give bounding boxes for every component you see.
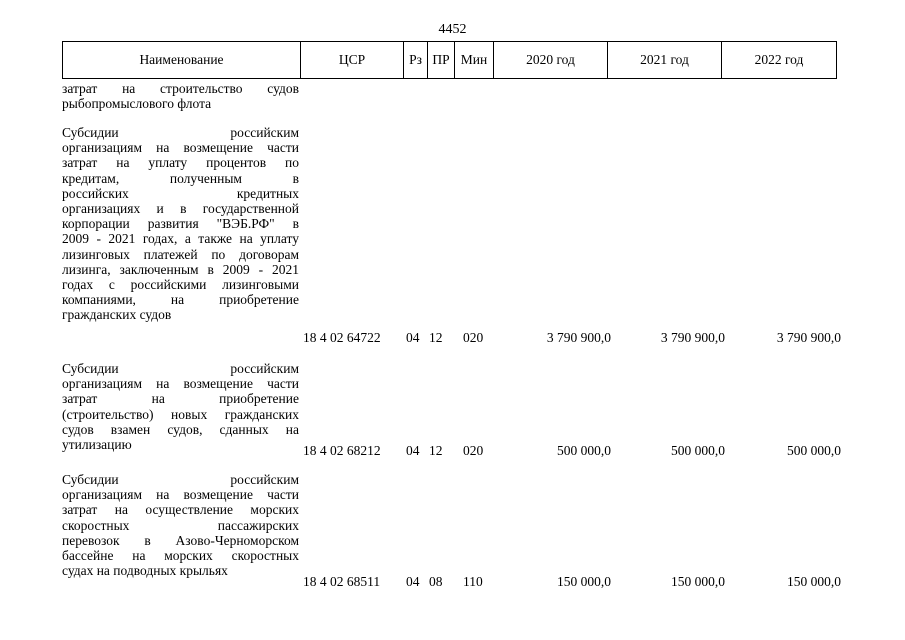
name-line: затрат на осуществление морских [62,502,299,518]
row-pr-0: 12 [429,330,443,345]
row-name-0 [62,125,299,323]
row-rz-1: 04 [406,443,420,458]
name-line: скоростных пассажирских [62,517,299,533]
row-rz-0: 04 [406,330,420,345]
row-2021-2: 150 000,0 [671,574,725,589]
name-line: лизинга, заключенным в 2009 - 2021 [62,261,299,277]
row-min-2: 110 [463,574,483,589]
row-2022-1: 500 000,0 [787,443,841,458]
name-line: российских кредитных [62,185,299,201]
row-2022-2: 150 000,0 [787,574,841,589]
name-line: гражданских судов [62,307,172,323]
name-line: организациям на возмещение части [62,376,299,392]
row-min-0: 020 [463,330,484,345]
name-line: 2009 - 2021 годах, а также на уплату [62,231,299,247]
name-line: компаниями, на приобретение [62,292,299,308]
name-line: судов взамен судов, сданных на [62,421,299,437]
continuation-name [62,81,299,111]
name-line: перевозок в Азово-Черноморском [62,532,299,548]
name-line: (строительство) новых гражданских [62,406,299,422]
col-header-2021: 2021 год [608,42,722,79]
row-2021-1: 500 000,0 [671,443,725,458]
page-number: 4452 [438,22,467,37]
name-line: затрат на уплату процентов по [62,155,299,171]
name-line: организациям на возмещение части [62,140,299,156]
row-2020-1: 500 000,0 [557,443,611,458]
col-header-2022: 2022 год [722,42,837,79]
col-header-2020: 2020 год [494,42,608,79]
col-header-min: Мин [455,42,494,79]
name-line: годах с российскими лизинговыми [62,277,299,293]
row-name-1 [62,361,299,452]
name-line: затрат на строительство судов [62,81,299,96]
row-name-2 [62,472,299,578]
name-line: организациях и в государственной [62,201,299,217]
row-min-1: 020 [463,443,484,458]
row-2021-0: 3 790 900,0 [660,330,725,345]
col-header-rz: Рз [404,42,428,79]
name-line: судах на подводных крыльях [62,563,228,579]
row-csr-0: 18 4 02 64722 [303,330,381,345]
name-line: лизинговых платежей по договорам [62,246,299,262]
row-2020-2: 150 000,0 [557,574,611,589]
row-csr-1: 18 4 02 68212 [303,443,381,458]
name-line: затрат на приобретение [62,391,299,407]
col-header-name: Наименование [63,42,301,79]
name-line: Субсидии российским [62,472,299,487]
row-pr-1: 12 [429,443,443,458]
row-rz-2: 04 [406,574,420,589]
name-line: утилизацию [62,437,132,453]
row-csr-2: 18 4 02 68511 [303,574,381,589]
col-header-pr: ПР [428,42,455,79]
row-2020-0: 3 790 900,0 [546,330,611,345]
name-line: бассейне на морских скоростных [62,548,299,564]
name-line: рыбопромыслового флота [62,96,212,112]
row-2022-0: 3 790 900,0 [776,330,841,345]
name-line: Субсидии российским [62,361,299,376]
name-line: кредитам, полученным в [62,170,299,186]
col-header-csr: ЦСР [301,42,404,79]
row-pr-2: 08 [429,574,443,589]
table-header [62,41,837,79]
name-line: Субсидии российским [62,125,299,140]
name-line: корпорации развития "ВЭБ.РФ" в [62,216,299,232]
name-line: организациям на возмещение части [62,487,299,503]
